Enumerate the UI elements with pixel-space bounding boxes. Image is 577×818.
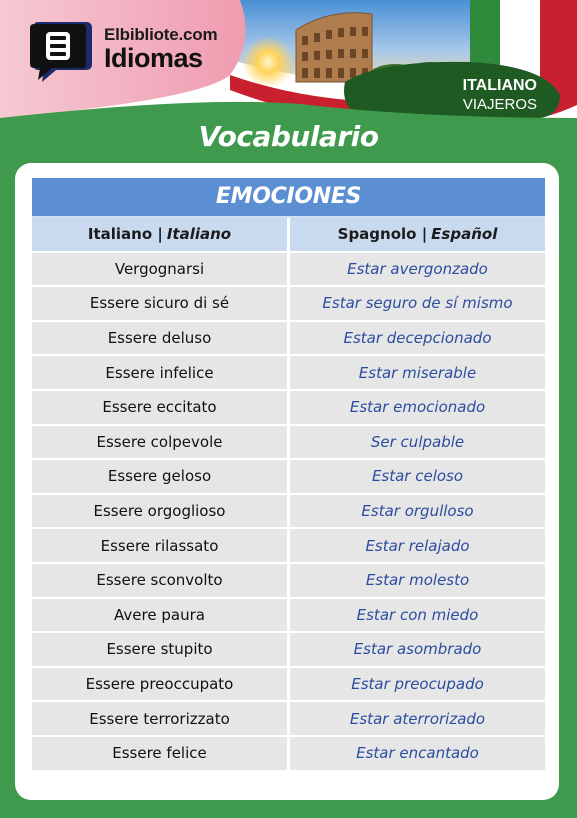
spanish-translation: Estar encantado — [287, 737, 545, 772]
table-row — [32, 495, 545, 530]
column-header-spanish-sub: Español — [431, 225, 498, 244]
italian-term: Essere eccitato — [32, 391, 287, 426]
book-logo-icon — [26, 20, 98, 84]
italian-term: Essere felice — [32, 737, 287, 772]
italian-term: Avere paura — [32, 599, 287, 634]
table-row — [32, 460, 545, 495]
italian-term: Essere sconvolto — [32, 564, 287, 599]
spanish-translation: Estar con miedo — [287, 599, 545, 634]
italian-term: Essere stupito — [32, 633, 287, 668]
spanish-translation: Estar miserable — [287, 356, 545, 391]
table-row — [32, 253, 545, 288]
spanish-translation: Estar celoso — [287, 460, 545, 495]
spanish-translation: Estar asombrado — [287, 633, 545, 668]
page-title: Vocabulario — [198, 120, 379, 153]
italian-term: Essere colpevole — [32, 426, 287, 461]
spanish-translation: Estar preocupado — [287, 668, 545, 703]
italian-term: Essere preoccupato — [32, 668, 287, 703]
spanish-translation: Estar avergonzado — [287, 253, 545, 288]
course-language: ITALIANO — [462, 77, 537, 94]
italian-term: Essere deluso — [32, 322, 287, 357]
vocabulary-card — [15, 163, 559, 800]
brand — [104, 26, 217, 72]
table-row — [32, 322, 545, 357]
italian-term: Essere rilassato — [32, 529, 287, 564]
column-header-italian-main: Italiano | — [87, 225, 163, 244]
section-header: EMOCIONES — [32, 178, 545, 218]
column-header-italian — [32, 218, 287, 253]
spanish-translation: Ser culpable — [287, 426, 545, 461]
italian-term: Vergognarsi — [32, 253, 287, 288]
table-row — [32, 599, 545, 634]
spanish-translation: Estar seguro de sí mismo — [287, 287, 545, 322]
table-row — [32, 391, 545, 426]
table-row — [32, 356, 545, 391]
table-row — [32, 426, 545, 461]
brand-site: Elbibliote.com — [104, 25, 218, 44]
spanish-translation: Estar molesto — [287, 564, 545, 599]
table-row — [32, 564, 545, 599]
course-tag — [463, 76, 537, 114]
vocabulary-table — [32, 178, 545, 772]
spanish-translation: Estar emocionado — [287, 391, 545, 426]
spanish-translation: Estar decepcionado — [287, 322, 545, 357]
table-body — [32, 253, 545, 772]
table-row — [32, 633, 545, 668]
course-level: VIAJEROS — [462, 96, 537, 113]
column-header-italian-sub: Italiano — [166, 225, 232, 244]
header — [0, 0, 577, 130]
spanish-translation: Estar aterrorizado — [287, 702, 545, 737]
spanish-translation: Estar orgulloso — [287, 495, 545, 530]
column-header-spanish-main: Spagnolo | — [337, 225, 428, 244]
italian-term: Essere geloso — [32, 460, 287, 495]
italian-term: Essere terrorizzato — [32, 702, 287, 737]
table-row — [32, 737, 545, 772]
table-row — [32, 668, 545, 703]
table-row — [32, 702, 545, 737]
italian-term: Essere infelice — [32, 356, 287, 391]
brand-name: Idiomas — [104, 43, 203, 73]
spanish-translation: Estar relajado — [287, 529, 545, 564]
italian-term: Essere orgoglioso — [32, 495, 287, 530]
column-header-spanish — [287, 218, 545, 253]
table-row — [32, 529, 545, 564]
italian-term: Essere sicuro di sé — [32, 287, 287, 322]
table-row — [32, 287, 545, 322]
table-header-row — [32, 218, 545, 253]
